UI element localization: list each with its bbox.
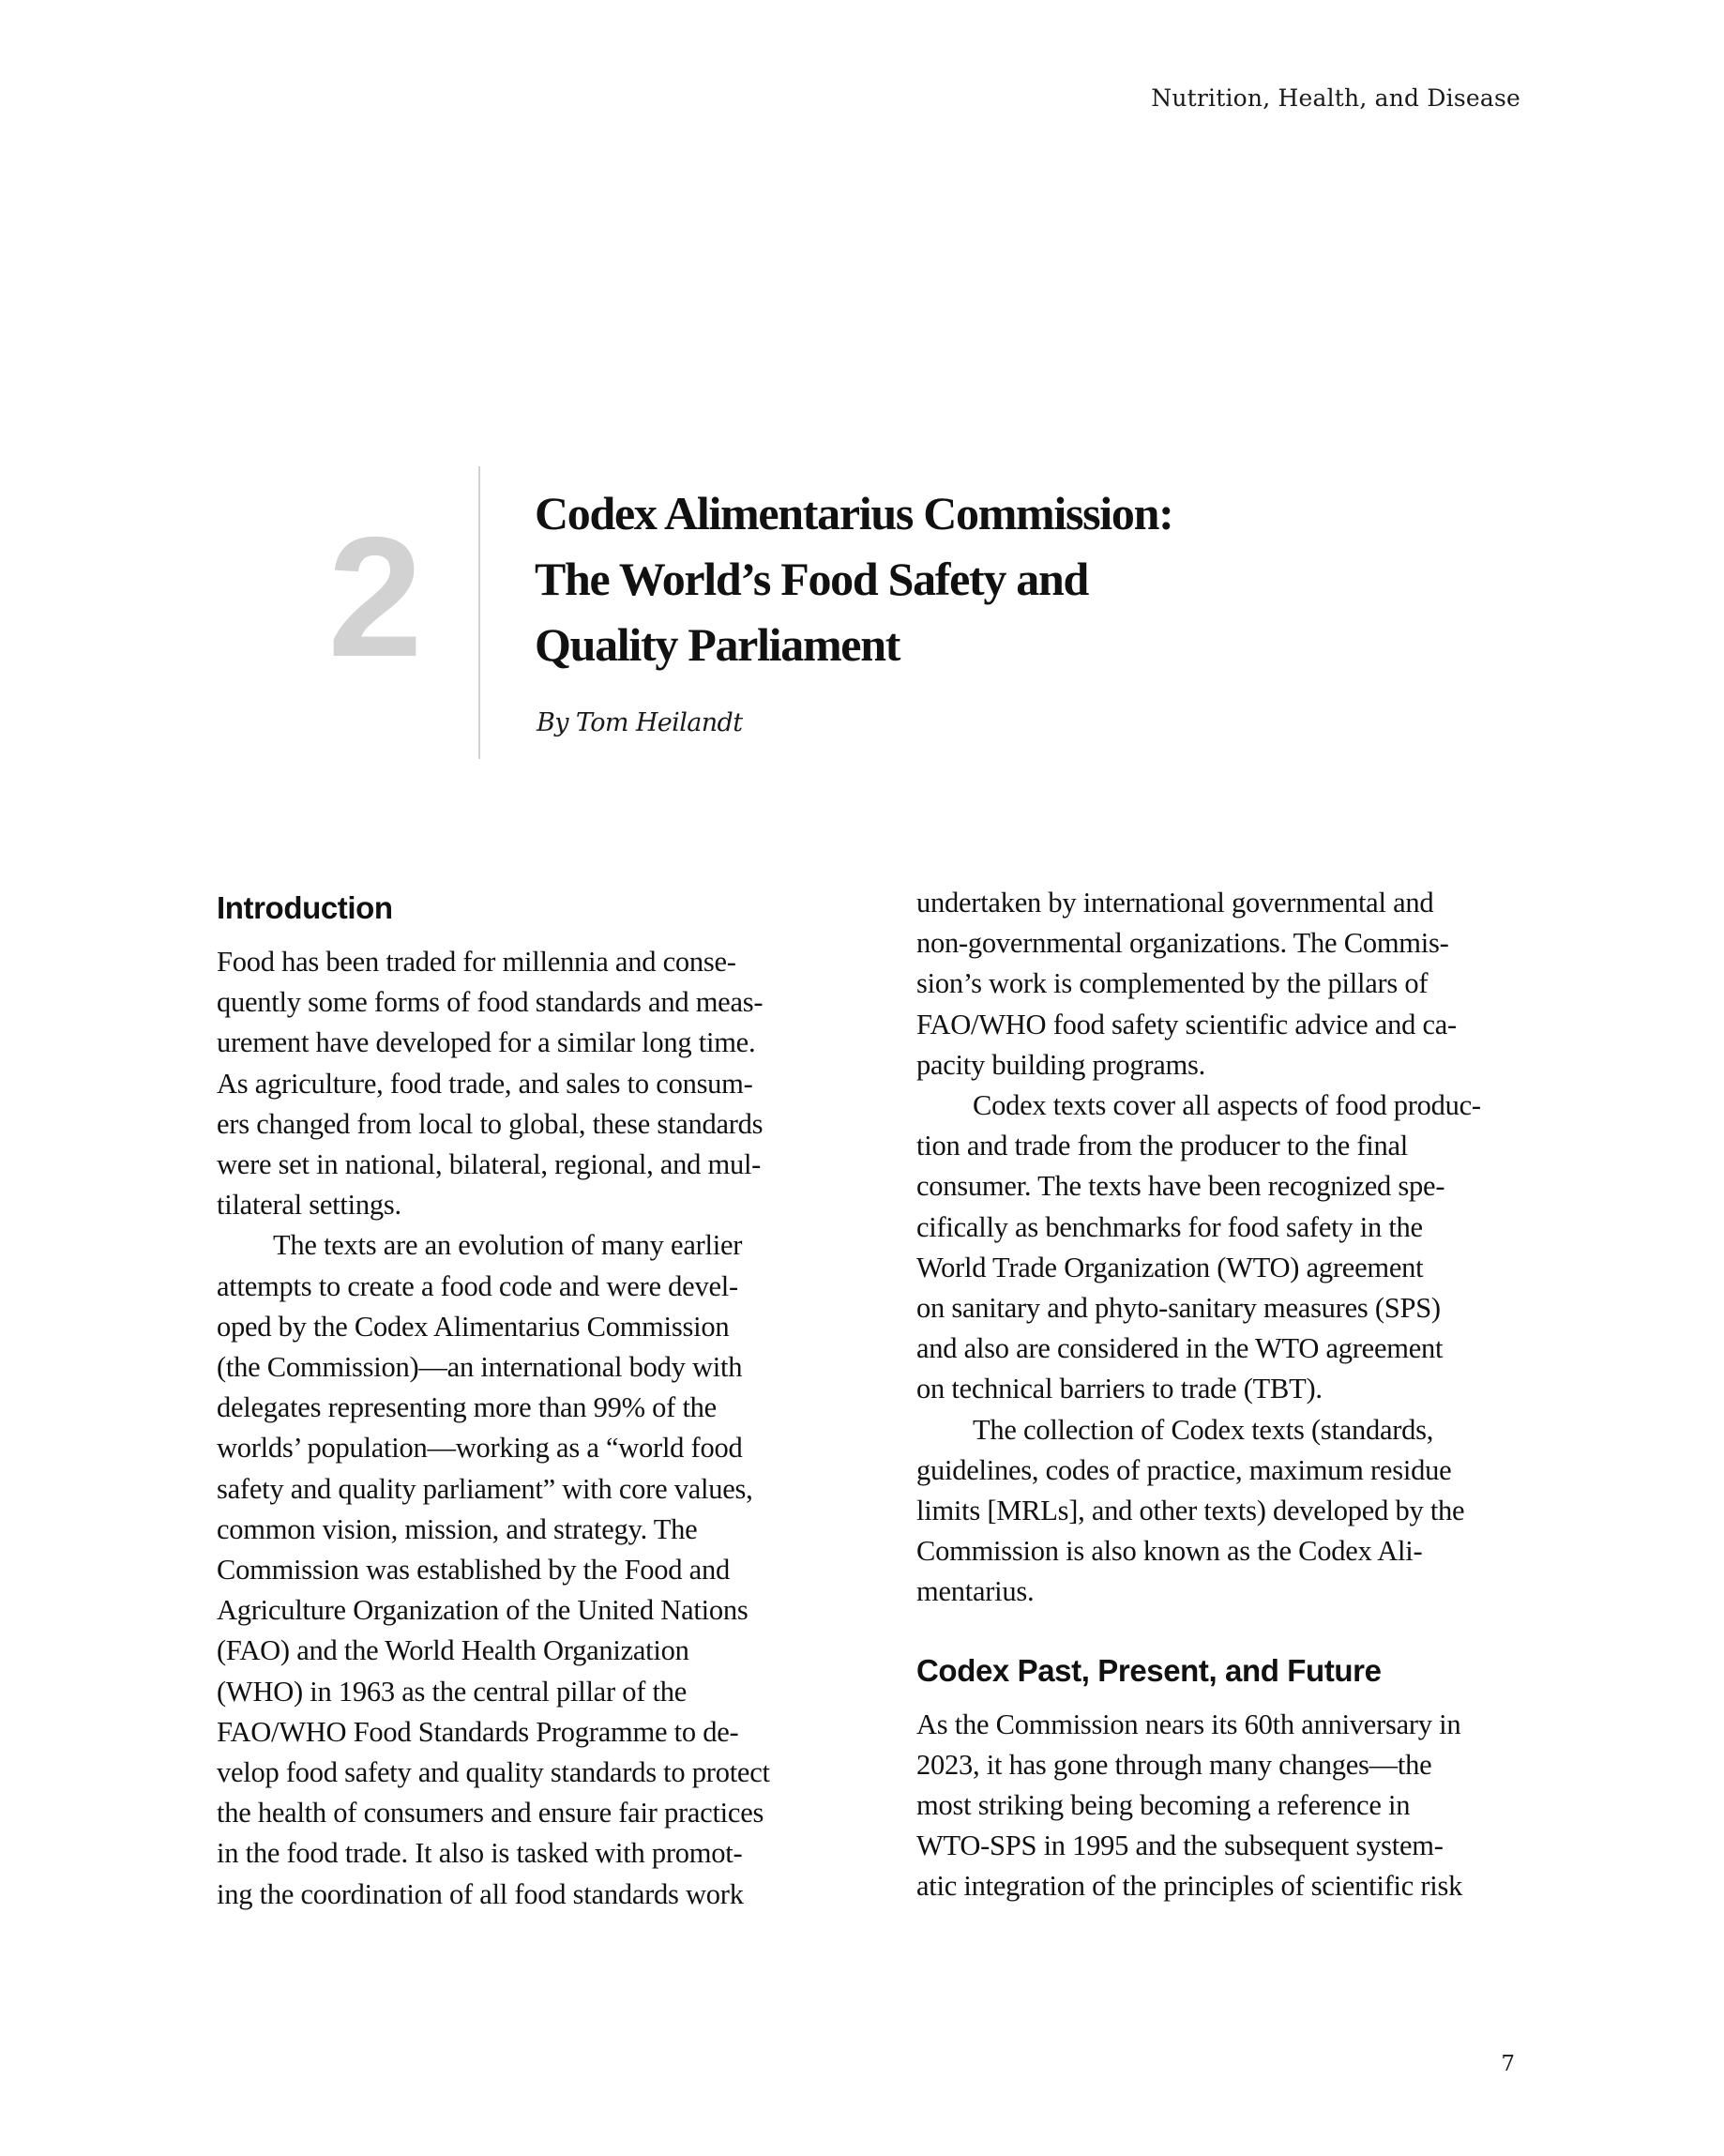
text-line: quently some forms of food standards and meas-: [217, 986, 764, 1019]
text-line: in the food trade. It also is tasked with promot-: [217, 1837, 743, 1870]
text-line: pacity building programs.: [916, 1048, 1206, 1081]
paragraph: [916, 883, 1526, 1086]
right-column: [916, 883, 1526, 1907]
text-line: 2023, it has gone through many changes—the: [916, 1748, 1432, 1781]
text-line: sion’s work is complemented by the pillars of: [916, 967, 1429, 1000]
chapter-divider: [478, 466, 480, 759]
text-line: mentarius.: [916, 1575, 1035, 1608]
text-line: consumer. The texts have been recognized spe-: [916, 1170, 1445, 1203]
chapter-title-line: Codex Alimentarius Commission:: [535, 487, 1173, 539]
text-line: oped by the Codex Alimentarius Commission: [217, 1310, 730, 1343]
text-line: Agriculture Organization of the United Nations: [217, 1594, 749, 1627]
byline: By Tom Heilandt: [537, 708, 743, 737]
text-line: on technical barriers to trade (TBT).: [916, 1373, 1323, 1405]
text-line: non-governmental organizations. The Commis-: [916, 927, 1449, 960]
text-line: (FAO) and the World Health Organization: [217, 1634, 689, 1667]
text-line: cifically as benchmarks for food safety in the: [916, 1210, 1423, 1243]
left-column: [217, 889, 826, 1915]
text-line: World Trade Organization (WTO) agreement: [916, 1251, 1424, 1283]
text-line: velop food safety and quality standards to protect: [217, 1756, 770, 1789]
paragraph: [916, 1705, 1526, 1907]
text-line: ing the coordination of all food standards work: [217, 1877, 744, 1910]
text-line: delegates representing more than 99% of the: [217, 1391, 717, 1424]
text-line: the health of consumers and ensure fair practices: [217, 1797, 764, 1830]
chapter-title-line: Quality Parliament: [535, 618, 900, 671]
text-line: The texts are an evolution of many earlier: [273, 1229, 743, 1262]
chapter-header: [310, 466, 1341, 759]
paragraph: [916, 1086, 1526, 1410]
text-line: attempts to create a food code and were devel-: [217, 1269, 738, 1302]
section-heading-introduction: Introduction: [217, 890, 393, 925]
text-line: (the Commission)—an international body with: [217, 1351, 743, 1384]
text-line: The collection of Codex texts (standards,: [973, 1413, 1434, 1446]
text-line: on sanitary and phyto-sanitary measures (SPS): [916, 1292, 1441, 1325]
text-line: As agriculture, food trade, and sales to consum-: [217, 1067, 753, 1100]
text-line: safety and quality parliament” with core values,: [217, 1472, 753, 1505]
text-line: undertaken by international governmental and: [916, 887, 1434, 919]
text-line: atic integration of the principles of scientific risk: [916, 1870, 1463, 1903]
text-line: WTO-SPS in 1995 and the subsequent system-: [916, 1830, 1444, 1862]
text-line: guidelines, codes of practice, maximum residue: [916, 1453, 1452, 1486]
text-line: limits [MRLs], and other texts) developed by the: [916, 1495, 1465, 1527]
text-line: worlds’ population—working as a “world food: [217, 1432, 743, 1465]
chapter-title-line: The World’s Food Safety and: [535, 553, 1088, 605]
chapter-title: [535, 480, 1304, 677]
text-line: Commission is also known as the Codex Ali-: [916, 1535, 1423, 1568]
text-line: (WHO) in 1963 as the central pillar of the: [217, 1675, 688, 1708]
running-head: Nutrition, Health, and Disease: [1151, 84, 1520, 112]
text-line: ers changed from local to global, these standards: [217, 1107, 764, 1140]
paragraph: [217, 942, 826, 1225]
text-line: As the Commission nears its 60th anniversary in: [916, 1708, 1461, 1740]
paragraph: [217, 1225, 826, 1914]
text-line: common vision, mission, and strategy. The: [217, 1512, 698, 1545]
text-line: tilateral settings.: [217, 1189, 401, 1222]
text-line: Commission was established by the Food and: [217, 1554, 730, 1587]
text-line: most striking being becoming a reference in: [916, 1789, 1411, 1822]
text-line: urement have developed for a similar long time.: [217, 1026, 756, 1059]
text-line: Food has been traded for millennia and conse-: [217, 946, 736, 978]
page-number: 7: [1501, 2052, 1515, 2076]
text-line: FAO/WHO food safety scientific advice and ca-: [916, 1008, 1457, 1040]
section-heading-codex-past-present-future: Codex Past, Present, and Future: [916, 1652, 1382, 1688]
text-line: tion and trade from the producer to the final: [916, 1130, 1409, 1162]
text-line: FAO/WHO Food Standards Programme to de-: [217, 1715, 739, 1748]
paragraph: [916, 1410, 1526, 1613]
text-line: Codex texts cover all aspects of food produc-: [973, 1089, 1481, 1122]
text-line: were set in national, bilateral, regional, and mul-: [217, 1148, 762, 1181]
chapter-number: 2: [327, 501, 423, 692]
text-line: and also are considered in the WTO agreement: [916, 1332, 1444, 1365]
